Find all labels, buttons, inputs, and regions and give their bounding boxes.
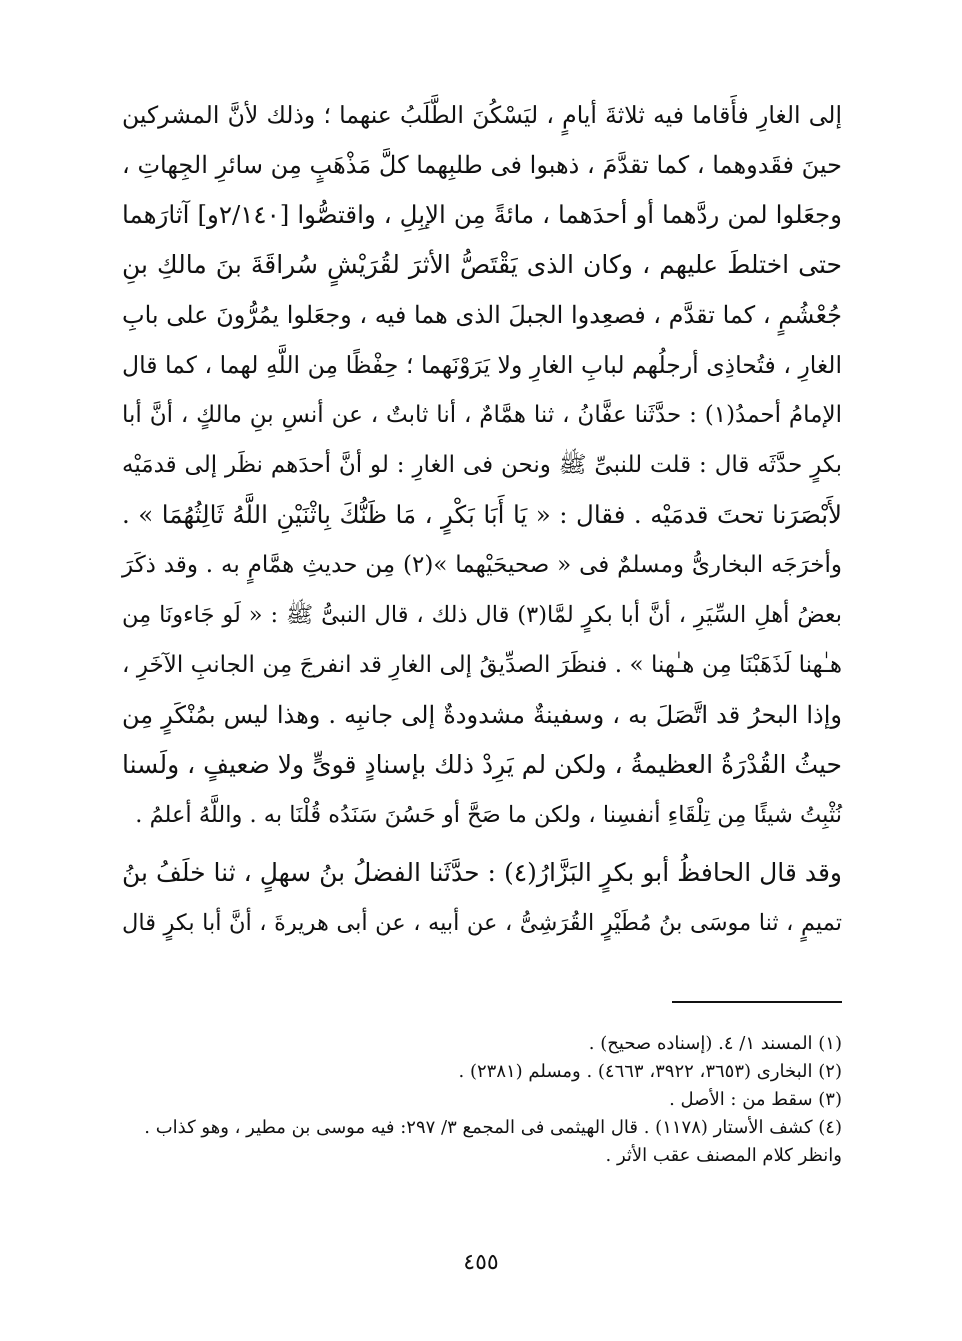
text-line: حينَ فقَدوهما ، كما تقدَّمَ ، ذهبوا فى طلبِهما كلَّ مَذْهَبٍ مِن سائرِ الجِهاتِ ،	[122, 151, 842, 179]
text-line: تميمٍ ، ثنا موسَى بنُ مُطَيْرٍ القُرَشِىُّ ، عن أبيه ، عن أبى هريرةَ ، أنَّ أبا بكرٍ قال	[122, 910, 842, 936]
footnote: (٢) البخارى (٣٦٥٣، ٣٩٢٢، ٤٦٦٣) . ومسلم (٢٣٨١) .	[458, 1061, 842, 1082]
text-line: وجعَلوا لمن ردَّهما أو أحدَهما ، مائةً مِن الإبِلِ ، واقتصُّوا [٢/١٤٠و] آثارَهما	[122, 200, 842, 229]
footnote: (٣) سقط من : الأصل .	[669, 1089, 842, 1110]
footnote: (٤) كشف الأستار (١١٧٨) . قال الهيثمى فى المجمع ٣/ ٢٩٧: فيه موسى بن مطير ، وهو كذاب .	[144, 1117, 842, 1138]
text-line: هـٰهنا لَذَهَبْنَا مِن هـٰهنا » . فنظَرَ الصدِّيقُ إلى الغارِ قد انفرجَ مِن الجانبِ الآخَرِ ،	[122, 652, 842, 678]
text-line: الإمامُ أحمدُ(١) : حدَّثَنا عفَّانُ ، ثنا همَّامٌ ، أنا ثابتٌ ، عن أنسِ بنِ مالكٍ ، أنَّ أبا	[122, 402, 842, 428]
paragraph-1	[122, 90, 842, 840]
text-line: حيثُ القُدْرَةُ العظيمةُ ، ولكن لم يَرِدْ ذلك بإسنادٍ قوىٍّ ولا ضعيفٍ ، ولَسنا	[122, 750, 842, 779]
text-line: بكرٍ حدَّثَه قال : قلت للنبىِّ ﷺ ونحن فى الغارِ : لو أنَّ أحدَهم نظَر إلى قدمَيْه	[122, 452, 842, 478]
text-line: الغارِ ، فتُحاذِى أرجلُهم لبابِ الغارِ ولا يَرَوْنَهما ؛ حِفْظًا مِن اللَّهِ لهما ، كما قال	[122, 351, 842, 379]
text-line: وقد قال الحافظُ أبو بكرٍ البَزَّارُ(٤) : حدَّثَنا الفضلُ بنُ سهلٍ ، ثنا خلَفُ بنُ	[122, 858, 842, 887]
text-line: إلى الغارِ فأَقاما فيه ثلاثةَ أيامٍ ، ليَسْكُنَ الطَّلَبُ عنهما ؛ وذلك لأنَّ المشركين	[122, 101, 842, 129]
page-number: ٤٥٥	[463, 1250, 499, 1275]
text-line: نُثْبِتُ شيئًا مِن تِلْقَاءِ أنفسِنا ، ولكن ما صَحَّ أو حَسُنَ سَنَدُه قُلْنَا به . واللَّهُ أعلمُ .	[135, 802, 842, 828]
text-line: وإذا البحرُ قد اتَّصَلَ به ، وسفينةٌ مشدودةٌ إلى جانبِه . وهذا ليس بمُنْكَرٍ مِن	[122, 701, 842, 729]
footnotes	[122, 1030, 842, 1170]
main-text	[122, 90, 842, 948]
text-line: جُعْشُمٍ ، كما تقدَّم ، فصعِدوا الجبلَ الذى هما فيه ، وجعَلوا يمُرُّونَ على بابِ	[121, 301, 842, 329]
footnote-separator	[672, 1001, 842, 1003]
text-line: حتى اختلطَ عليهم ، وكان الذى يَقْتَصُّ الأثرَ لقُرَيْشٍ سُراقَةَ بنَ مالكِ بنِ	[122, 250, 842, 279]
text-line: لأَبْصَرَنا تحتَ قدمَيْه . فقال : « يَا أَبَا بَكْرٍ ، مَا ظَنُّكَ بِاثْنَيْنِ اللَّهُ ثَالِثُهُمَا » .	[122, 500, 842, 529]
text-line: بعضُ أهلِ السِّيَرِ ، أنَّ أبا بكرٍ لمَّا(٣) قال ذلك ، قال النبىُّ ﷺ : « لَو جَاءونَا مِن	[122, 602, 842, 628]
paragraph-2	[122, 848, 842, 948]
footnote: (١) المسند ١/ ٤. (إسناده صحيح) .	[588, 1033, 842, 1054]
text-line: وأخرَجَه البخارىُّ ومسلمٌ فى « صحيحَيْهما »(٢) مِن حديثِ همَّامٍ به . وقد ذكَرَ	[122, 552, 843, 578]
footnote-continuation: وانظر كلام المصنف عقب الأثر .	[605, 1145, 842, 1166]
